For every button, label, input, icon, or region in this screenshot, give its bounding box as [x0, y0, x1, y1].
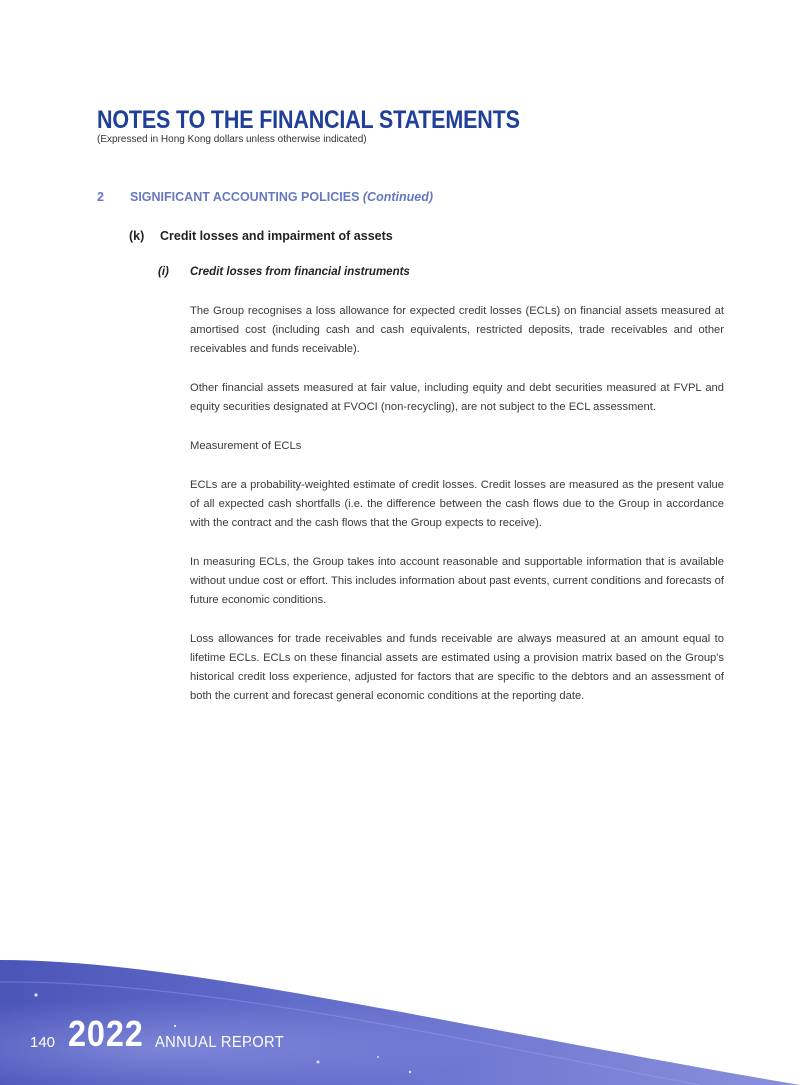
- page-subtitle: (Expressed in Hong Kong dollars unless otherwise indicated): [97, 134, 367, 145]
- subsubsection-marker: (i): [158, 266, 169, 278]
- paragraph: Loss allowances for trade receivables and funds receivable are always measured at an amount equal to lifetime ECLs. ECLs on these financial assets are estimated using a provision matrix based on the Group's historical credit loss experience, adjusted for factors that are specific to the debtors and an assessment of both the current and forecast general economic conditions at the reporting date.: [190, 633, 724, 702]
- subsection-heading: [129, 229, 393, 243]
- page-title: NOTES TO THE FINANCIAL STATEMENTS: [97, 106, 520, 134]
- paragraph: ECLs are a probability-weighted estimate of credit losses. Credit losses are measured as the present value of all expected cash shortfalls (i.e. the difference between the cash flows due to the Group in accordance with the contract and the cash flows that the Group expects to receive).: [190, 479, 724, 529]
- paragraph: The Group recognises a loss allowance for expected credit losses (ECLs) on financial assets measured at amortised cost (including cash and cash equivalents, restricted deposits, trade receivables and other receivables and funds receivable).: [190, 305, 724, 355]
- page-number: 140: [30, 1034, 56, 1051]
- paragraph: In measuring ECLs, the Group takes into account reasonable and supportable information that is available without undue cost or effort. This includes information about past events, current conditions and forecasts of future economic conditions.: [190, 556, 724, 606]
- footer-year: 2022: [68, 1013, 144, 1054]
- subsubsection-heading: [158, 266, 410, 278]
- subsection-marker: (k): [129, 229, 145, 243]
- paragraph: Other financial assets measured at fair value, including equity and debt securities measured at FVPL and equity securities designated at FVOCI (non-recycling), are not subject to the ECL assessment.: [190, 382, 724, 413]
- section-title: SIGNIFICANT ACCOUNTING POLICIES: [130, 190, 360, 204]
- section-continued: (Continued): [362, 190, 434, 204]
- section-heading: [97, 190, 433, 204]
- paragraph: Measurement of ECLs: [190, 440, 302, 452]
- subsection-title: Credit losses and impairment of assets: [160, 229, 393, 243]
- footer-label: ANNUAL REPORT: [155, 1034, 285, 1051]
- subsubsection-title: Credit losses from financial instruments: [190, 266, 410, 278]
- body-text: [190, 302, 724, 726]
- section-number: 2: [97, 190, 104, 204]
- footer-wave-band: [0, 930, 800, 1085]
